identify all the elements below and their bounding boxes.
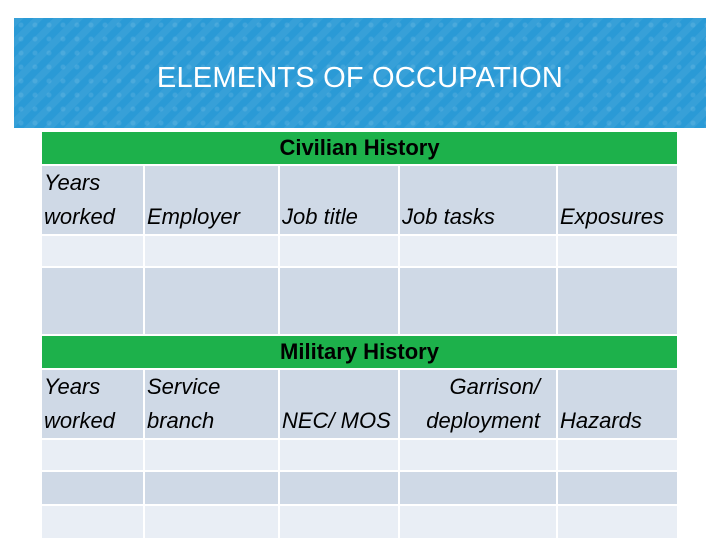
table-cell[interactable] [144,267,279,335]
civ-col-job-tasks: Job tasks [399,165,557,235]
civ-col-job-title: Job title [279,165,399,235]
table-cell[interactable] [144,439,279,471]
table-cell[interactable] [279,439,399,471]
table-cell[interactable] [144,235,279,267]
slide-title: ELEMENTS OF OCCUPATION [156,62,564,94]
civilian-header-row [41,165,678,235]
table-cell[interactable] [399,505,557,539]
table-cell[interactable] [41,505,144,539]
mil-col-hazards: Hazards [557,369,678,439]
table-cell[interactable] [557,505,678,539]
table-cell[interactable] [399,471,557,505]
occupation-table [40,130,679,540]
mil-col-service-branch: Service branch [144,369,279,439]
table-row [41,235,678,267]
table-cell[interactable] [144,505,279,539]
mil-col-nec-mos: NEC/ MOS [279,369,399,439]
military-heading: Military History [41,335,678,369]
table-row [41,267,678,335]
mil-col-garrison-deployment: Garrison/ deployment [399,369,557,439]
table-cell[interactable] [41,439,144,471]
table-cell[interactable] [41,267,144,335]
table-cell[interactable] [557,471,678,505]
table-cell[interactable] [557,235,678,267]
table-cell[interactable] [41,471,144,505]
table-cell[interactable] [279,267,399,335]
military-section-row [41,335,678,369]
table-row [41,439,678,471]
civ-col-exposures: Exposures [557,165,678,235]
table-cell[interactable] [557,267,678,335]
table-cell[interactable] [399,235,557,267]
military-header-row [41,369,678,439]
table-cell[interactable] [279,235,399,267]
table-cell[interactable] [279,471,399,505]
table-row [41,505,678,539]
civilian-section-row [41,131,678,165]
table-cell[interactable] [144,471,279,505]
table-cell[interactable] [399,267,557,335]
mil-col-years-worked: Years worked [41,369,144,439]
table-cell[interactable] [399,439,557,471]
civ-col-years-worked: Years worked [41,165,144,235]
civilian-heading: Civilian History [41,131,678,165]
table-cell[interactable] [279,505,399,539]
table-cell[interactable] [557,439,678,471]
table-cell[interactable] [41,235,144,267]
civ-col-employer: Employer [144,165,279,235]
table-row [41,471,678,505]
